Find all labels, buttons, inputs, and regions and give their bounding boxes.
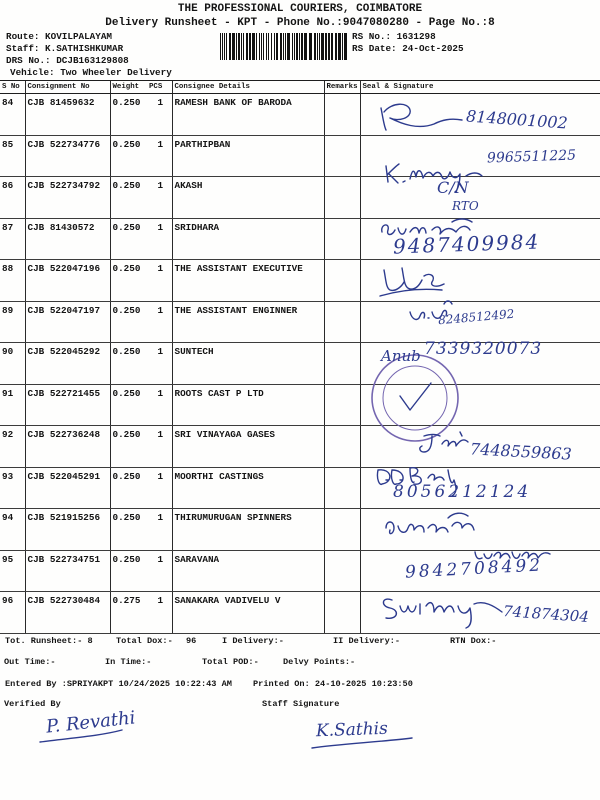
total-dox-label: Total Dox:- [116, 636, 173, 646]
remarks-cell [324, 550, 360, 592]
pieces: 1 [147, 550, 172, 592]
weight: 0.250 [110, 550, 147, 592]
serial-number: 87 [0, 218, 25, 260]
consignment-number: CJB 522721455 [25, 384, 110, 426]
serial-number: 91 [0, 384, 25, 426]
remarks-cell [324, 509, 360, 551]
serial-number: 96 [0, 592, 25, 634]
table-row [0, 384, 600, 426]
header-consignee: Consignee Details [172, 81, 324, 94]
handwritten-phone: 9965511225 [486, 147, 577, 167]
printed-on: Printed On: 24-10-2025 10:23:50 [253, 679, 413, 689]
handwritten-phone: 9487409984 [392, 229, 541, 259]
consignee-details: THE ASSISTANT EXECUTIVE [172, 260, 324, 302]
handwritten-phone: 8248512492 [437, 306, 515, 328]
weight: 0.275 [110, 592, 147, 634]
total-dox-value: 96 [186, 636, 197, 646]
runsheet-title: Delivery Runsheet - KPT - Phone No.:9047080280 - Page No.:8 [105, 17, 495, 29]
route: Route: KOVILPALAYAM [6, 31, 113, 42]
remarks-cell [324, 218, 360, 260]
consignee-details: RAMESH BANK OF BARODA [172, 94, 324, 136]
weight: 0.250 [110, 260, 147, 302]
remarks-cell [324, 301, 360, 343]
table-row [0, 260, 600, 302]
consignee-details: ROOTS CAST P LTD [172, 384, 324, 426]
handwritten-note: C/N [437, 178, 469, 197]
serial-number: 88 [0, 260, 25, 302]
vehicle: Vehicle: Two Wheeler Delivery [10, 67, 172, 78]
barcode-icon [219, 33, 349, 60]
delivery-points: Delvy Points:- [283, 657, 356, 667]
consignee-details: SARAVANA [172, 550, 324, 592]
weight: 0.250 [110, 94, 147, 136]
handwritten-note: RTO [452, 199, 479, 213]
header-sno: S No [0, 81, 25, 94]
drs-number: DRS No.: DCJB163129808 [6, 55, 129, 66]
remarks-cell [324, 343, 360, 385]
seal-signature-cell [360, 384, 600, 426]
pieces: 1 [147, 592, 172, 634]
pieces: 1 [147, 343, 172, 385]
pieces: 1 [147, 301, 172, 343]
pieces: 1 [147, 509, 172, 551]
consignee-details: THIRUMURUGAN SPINNERS [172, 509, 324, 551]
rtn-dox: RTN Dox:- [450, 636, 497, 646]
pieces: 1 [147, 94, 172, 136]
serial-number: 92 [0, 426, 25, 468]
handwritten-phone: 741874304 [502, 602, 590, 626]
table-header-row [0, 81, 600, 94]
pieces: 1 [147, 260, 172, 302]
consignment-number: CJB 522736248 [25, 426, 110, 468]
consignment-number: CJB 522047197 [25, 301, 110, 343]
consignee-details: SUNTECH [172, 343, 324, 385]
out-time: Out Time:- [4, 657, 56, 667]
staff-signature: K.Sathis [315, 718, 389, 742]
serial-number: 89 [0, 301, 25, 343]
weight: 0.250 [110, 343, 147, 385]
in-time: In Time:- [105, 657, 152, 667]
consignee-details: PARTHIPBAN [172, 135, 324, 177]
ii-delivery: II Delivery:- [333, 636, 401, 646]
consignment-number: CJB 522045291 [25, 467, 110, 509]
remarks-cell [324, 384, 360, 426]
serial-number: 84 [0, 94, 25, 136]
remarks-cell [324, 592, 360, 634]
remarks-cell [324, 135, 360, 177]
serial-number: 86 [0, 177, 25, 219]
table-row [0, 177, 600, 219]
entered-by: Entered By :SPRIYAKPT 10/24/2025 10:22:43 AM [5, 679, 232, 689]
pieces: 1 [147, 177, 172, 219]
consignee-details: THE ASSISTANT ENGINNER [172, 301, 324, 343]
pieces: 1 [147, 426, 172, 468]
consignment-number: CJB 522730484 [25, 592, 110, 634]
consignee-details: SANAKARA VADIVELU V [172, 592, 324, 634]
handwritten-name: Anub [381, 347, 421, 365]
serial-number: 94 [0, 509, 25, 551]
serial-number: 95 [0, 550, 25, 592]
verified-by-label: Verified By [4, 699, 61, 709]
staff: Staff: K.SATHISHKUMAR [6, 43, 124, 54]
pieces: 1 [147, 467, 172, 509]
total-pod: Total POD:- [202, 657, 259, 667]
table-row [0, 509, 600, 551]
i-delivery: I Delivery:- [222, 636, 284, 646]
pieces: 1 [147, 218, 172, 260]
consignment-number: CJB 522047196 [25, 260, 110, 302]
weight: 0.250 [110, 467, 147, 509]
weight: 0.250 [110, 301, 147, 343]
header-weight: Weight [110, 81, 147, 94]
handwritten-phone: 8056212124 [393, 482, 532, 502]
handwritten-phone: 8148001002 [465, 106, 569, 133]
weight: 0.250 [110, 384, 147, 426]
handwritten-phone: 7339320073 [424, 339, 543, 359]
remarks-cell [324, 467, 360, 509]
seal-signature-cell [360, 177, 600, 219]
header-pcs: PCS [147, 81, 172, 94]
company-title: THE PROFESSIONAL COURIERS, COIMBATORE [177, 3, 423, 15]
verified-by-signature: P. Revathi [45, 707, 137, 738]
consignment-number: CJB 522045292 [25, 343, 110, 385]
consignment-number: CJB 522734776 [25, 135, 110, 177]
total-runsheet: Tot. Runsheet:- 8 [5, 636, 93, 646]
consignment-number: CJB 521915256 [25, 509, 110, 551]
seal-signature-cell [360, 509, 600, 551]
consignee-details: SRI VINAYAGA GASES [172, 426, 324, 468]
remarks-cell [324, 94, 360, 136]
weight: 0.250 [110, 218, 147, 260]
serial-number: 85 [0, 135, 25, 177]
rs-number: RS No.: 1631298 [352, 31, 436, 42]
serial-number: 90 [0, 343, 25, 385]
remarks-cell [324, 426, 360, 468]
weight: 0.250 [110, 135, 147, 177]
consignment-number: CJB 522734792 [25, 177, 110, 219]
consignment-number: CJB 81430572 [25, 218, 110, 260]
handwritten-phone: 7448559863 [469, 439, 573, 464]
remarks-cell [324, 177, 360, 219]
weight: 0.250 [110, 509, 147, 551]
serial-number: 93 [0, 467, 25, 509]
rs-date: RS Date: 24-Oct-2025 [352, 43, 464, 54]
staff-signature-label: Staff Signature [262, 699, 340, 709]
handwritten-phone: 9842708492 [404, 555, 544, 583]
header-seal-signature: Seal & Signature [360, 81, 600, 94]
consignment-number: CJB 81459632 [25, 94, 110, 136]
remarks-cell [324, 260, 360, 302]
header-consignment: Consignment No [25, 81, 110, 94]
consignee-details: MOORTHI CASTINGS [172, 467, 324, 509]
consignee-details: SRIDHARA [172, 218, 324, 260]
consignee-details: AKASH [172, 177, 324, 219]
seal-signature-cell [360, 260, 600, 302]
weight: 0.250 [110, 177, 147, 219]
weight: 0.250 [110, 426, 147, 468]
pieces: 1 [147, 135, 172, 177]
pieces: 1 [147, 384, 172, 426]
header-remarks: Remarks [324, 81, 360, 94]
consignment-number: CJB 522734751 [25, 550, 110, 592]
